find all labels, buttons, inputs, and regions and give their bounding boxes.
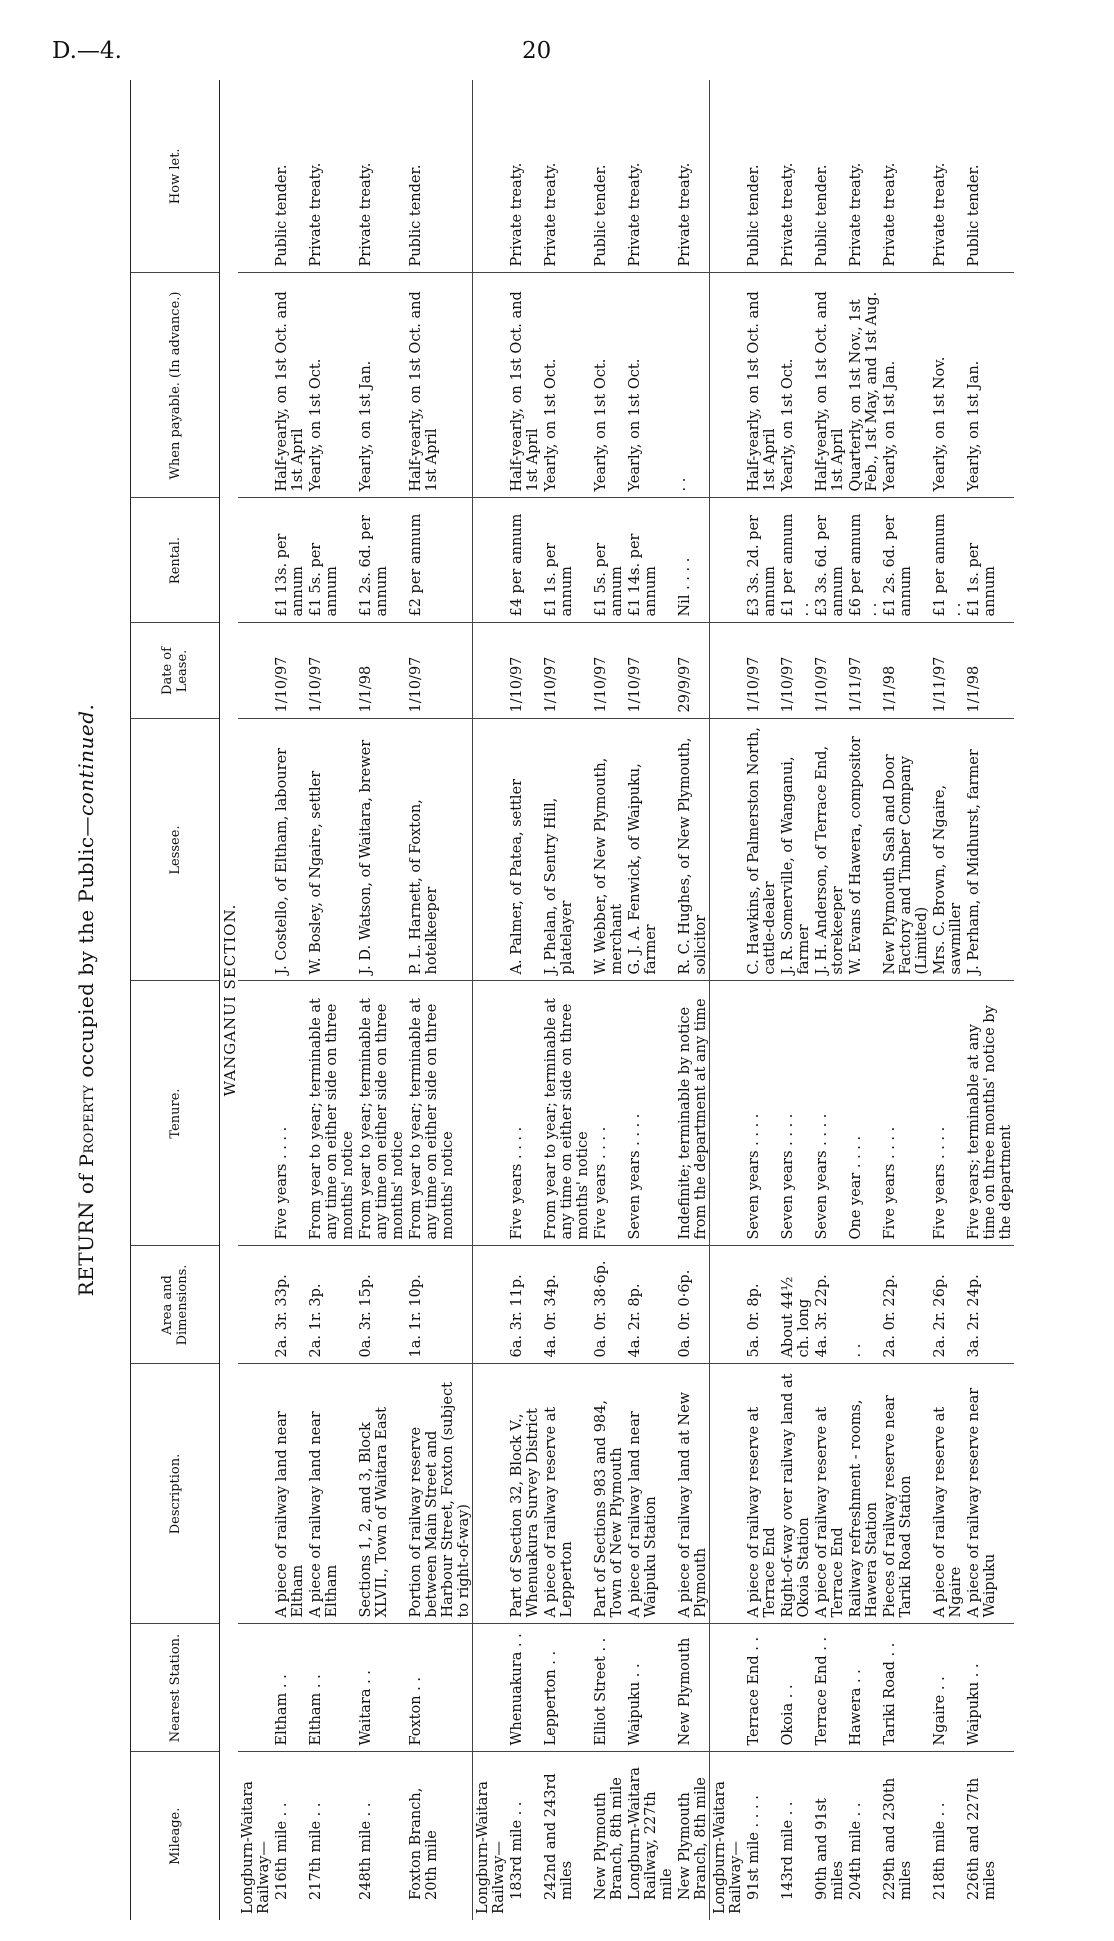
empty-cell — [710, 1246, 745, 1364]
cell-payable: Yearly, on 1st Nov. — [930, 273, 964, 498]
cell-area: 4a. 0r. 34p. — [541, 1246, 591, 1364]
cell-payable: Yearly, on 1st Oct. — [778, 273, 812, 498]
section-heading-row — [220, 80, 239, 1920]
rotated-page-content — [74, 80, 1034, 1920]
cell-lessee: J. Costello, of Eltham, labourer — [272, 719, 306, 981]
empty-cell — [473, 1364, 508, 1624]
cell-area: 5a. 0r. 8p. — [744, 1246, 778, 1364]
cell-payable: Half-yearly, on 1st Oct. and 1st April — [744, 273, 778, 498]
empty-cell — [710, 1364, 745, 1624]
cell-tenure: Five years . . . . — [507, 981, 541, 1246]
cell-payable: Yearly, on 1st Oct. — [591, 273, 625, 498]
col-date: Date of Lease. — [131, 623, 220, 719]
cell-tenure: One year . . . . — [846, 981, 880, 1246]
cell-description: A piece of railway reserve at Ngaire — [930, 1364, 964, 1624]
empty-cell — [473, 623, 508, 719]
cell-station: Ngaire . . — [930, 1624, 964, 1752]
cell-mileage: 226th and 227th miles — [966, 1777, 998, 1900]
cell-area: 4a. 2r. 8p. — [625, 1246, 675, 1364]
cell-area: 0a. 0r. 0·6p. — [675, 1246, 710, 1364]
cell-station: Terrace End . . — [744, 1624, 778, 1752]
cell-station: New Plymouth — [675, 1624, 710, 1752]
cell-payable: Yearly, on 1st Oct. — [306, 273, 356, 498]
empty-cell — [710, 80, 745, 273]
empty-cell — [238, 623, 272, 719]
cell-rental: £1 14s. per annum — [625, 498, 675, 623]
cell-station: Waipuku . . — [625, 1624, 675, 1752]
cell-howlet: Public tender. — [744, 80, 778, 273]
col-description: Description. — [131, 1364, 220, 1624]
cell-mileage: 216th mile . . — [274, 1802, 290, 1900]
empty-cell — [710, 981, 745, 1246]
cell-description: Railway refreshment - rooms, Hawera Station — [846, 1364, 880, 1624]
cell-payable: Yearly, on 1st Jan. — [964, 273, 1014, 498]
cell-mileage: 90th and 91st miles — [814, 1798, 846, 1900]
col-howlet: How let. — [131, 80, 220, 273]
cell-payable: Half-yearly, on 1st Oct. and 1st April — [507, 273, 541, 498]
col-mileage: Mileage. — [131, 1752, 220, 1920]
cell-station: Eltham . . — [272, 1624, 306, 1752]
cell-lessee: Mrs. C. Brown, of Ngaire, sawmiller — [930, 719, 964, 981]
cell-howlet: Private treaty. — [846, 80, 880, 273]
table-row — [778, 80, 812, 1920]
cell-rental: £2 per annum — [406, 498, 473, 623]
cell-rental: Nil . . . . — [675, 498, 710, 623]
cell-lessee: J. Phelan, of Sentry Hill, platelayer — [541, 719, 591, 981]
cell-area: 0a. 0r. 38·6p. — [591, 1246, 625, 1364]
cell-howlet: Private treaty. — [880, 80, 930, 273]
cell-howlet: Private treaty. — [930, 80, 964, 273]
title-middle: occupied by the Public— — [74, 815, 98, 1085]
cell-lessee: J. Perham, of Midhurst, farmer — [964, 719, 1014, 981]
cell-date: 1/11/97 — [930, 623, 964, 719]
table-row — [880, 80, 930, 1920]
cell-tenure: Seven years . . . . — [812, 981, 846, 1246]
empty-cell — [710, 498, 745, 623]
cell-rental: £1 per annum . . — [778, 498, 812, 623]
cell-description: A piece of railway reserve at Lepperton — [541, 1364, 591, 1624]
group-row — [710, 80, 745, 1920]
cell-station: Foxton . . — [406, 1624, 473, 1752]
cell-date: 1/10/97 — [272, 623, 306, 719]
cell-tenure: Five years . . . . — [930, 981, 964, 1246]
cell-howlet: Public tender. — [964, 80, 1014, 273]
empty-cell — [238, 1364, 272, 1624]
page-title — [74, 80, 118, 1920]
cell-mileage: 229th and 230th miles — [882, 1777, 914, 1900]
cell-area: 3a. 2r. 24p. — [964, 1246, 1014, 1364]
cell-rental: £1 5s. per annum — [591, 498, 625, 623]
col-tenure: Tenure. — [131, 981, 220, 1246]
cell-area: . . — [846, 1246, 880, 1364]
cell-area: About 44½ ch. long — [778, 1246, 812, 1364]
table-row — [744, 80, 778, 1920]
cell-date: 1/10/97 — [778, 623, 812, 719]
cell-payable: Yearly, on 1st Oct. — [541, 273, 591, 498]
cell-rental: £1 2s. 6d. per annum — [356, 498, 406, 623]
cell-tenure: Five years; terminable at any time on three months' notice by the department — [964, 981, 1014, 1246]
cell-payable: · · — [675, 273, 710, 498]
cell-station: Whenuakura . . — [507, 1624, 541, 1752]
document-reference: D.—4. — [52, 38, 122, 64]
cell-payable: Quarterly, on 1st Nov., 1st Feb., 1st May, and 1st Aug. — [846, 273, 880, 498]
cell-date: 1/1/98 — [964, 623, 1014, 719]
cell-description: A piece of railway land at New Plymouth — [675, 1364, 710, 1624]
page-number: 20 — [522, 38, 552, 64]
cell-description: A piece of railway land near Waipuku Station — [625, 1364, 675, 1624]
cell-lessee: C. Hawkins, of Palmerston North, cattle-dealer — [744, 719, 778, 981]
cell-station: Terrace End . . — [812, 1624, 846, 1752]
cell-lessee: J. H. Anderson, of Terrace End, storekeeper — [812, 719, 846, 981]
cell-rental: £3 3s. 6d. per annum — [812, 498, 846, 623]
cell-lessee: W. Evans of Hawera, compositor — [846, 719, 880, 981]
cell-howlet: Public tender. — [812, 80, 846, 273]
cell-station: Lepperton . . — [541, 1624, 591, 1752]
cell-rental: £1 5s. per annum — [306, 498, 356, 623]
table-row — [272, 80, 306, 1920]
cell-mileage: Foxton Branch, 20th mile — [406, 1752, 473, 1920]
table-row — [675, 80, 710, 1920]
cell-description: A piece of railway reserve at Terrace End — [812, 1364, 846, 1624]
cell-tenure: Indefinite; terminable by notice from the department at any time — [675, 981, 710, 1246]
empty-cell — [710, 1624, 745, 1752]
cell-mileage: New Plymouth Branch, 8th mile — [593, 1777, 625, 1900]
section-heading: WANGANUI SECTION. — [221, 903, 239, 1097]
cell-lessee: J. D. Watson, of Waitara, brewer — [356, 719, 406, 981]
cell-area: 2a. 0r. 22p. — [880, 1246, 930, 1364]
cell-howlet: Private treaty. — [507, 80, 541, 273]
cell-description: Part of Sections 983 and 984, Town of New Plymouth — [591, 1364, 625, 1624]
cell-date: 1/10/97 — [541, 623, 591, 719]
cell-mileage: 91st mile . . . . — [746, 1795, 762, 1900]
cell-date: 1/10/97 — [744, 623, 778, 719]
cell-payable: Half-yearly, on 1st Oct. and 1st April — [812, 273, 846, 498]
empty-cell — [710, 623, 745, 719]
cell-date: 1/1/98 — [356, 623, 406, 719]
empty-cell — [238, 80, 272, 273]
cell-description: A piece of railway land near Eltham — [272, 1364, 306, 1624]
col-rental: Rental. — [131, 498, 220, 623]
cell-tenure: From year to year; terminable at any time on either side on three months' notice — [406, 981, 473, 1246]
cell-howlet: Private treaty. — [306, 80, 356, 273]
cell-lessee: J. R. Somerville, of Wanganui, farmer — [778, 719, 812, 981]
cell-lessee: R. C. Hughes, of New Plymouth, solicitor — [675, 719, 710, 981]
cell-payable: Yearly, on 1st Jan. — [356, 273, 406, 498]
group-label: Longburn-Waitara Railway— — [712, 1781, 744, 1914]
col-payable: When payable. (In advance.) — [131, 273, 220, 498]
empty-cell — [238, 498, 272, 623]
empty-cell — [238, 719, 272, 981]
cell-description: Portion of railway reserve between Main Street and Harbour Street, Foxton (subject to right-of-way) — [406, 1364, 473, 1624]
cell-station: Eltham . . — [306, 1624, 356, 1752]
cell-lessee: W. Bosley, of Ngaire, settler — [306, 719, 356, 981]
table-row — [306, 80, 356, 1920]
cell-payable: Half-yearly, on 1st Oct. and 1st April — [406, 273, 473, 498]
group-label: Longburn-Waitara Railway— — [240, 1781, 272, 1914]
table-row — [406, 80, 473, 1920]
cell-date: 1/1/98 — [880, 623, 930, 719]
title-suffix: continued. — [74, 703, 98, 816]
empty-cell — [710, 719, 745, 981]
cell-tenure: Seven years . . . . — [625, 981, 675, 1246]
table-row — [625, 80, 675, 1920]
cell-station: Waipuku . . — [964, 1624, 1014, 1752]
empty-cell — [473, 1246, 508, 1364]
empty-cell — [238, 981, 272, 1246]
empty-cell — [473, 719, 508, 981]
cell-howlet: Private treaty. — [778, 80, 812, 273]
cell-howlet: Private treaty. — [356, 80, 406, 273]
cell-tenure: From year to year; terminable at any time on either side on three months' notice — [356, 981, 406, 1246]
cell-date: 29/9/97 — [675, 623, 710, 719]
cell-description: A piece of railway reserve near Waipuku — [964, 1364, 1014, 1624]
cell-payable: Yearly, on 1st Oct. — [625, 273, 675, 498]
empty-cell — [238, 1246, 272, 1364]
cell-mileage: 183rd mile . . — [509, 1801, 525, 1900]
table-row — [591, 80, 625, 1920]
cell-mileage: Longburn-Waitara Railway, 227th mile — [627, 1767, 675, 1900]
cell-area: 4a. 3r. 22p. — [812, 1246, 846, 1364]
cell-date: 1/10/97 — [591, 623, 625, 719]
cell-tenure: Seven years . . . . — [744, 981, 778, 1246]
cell-rental: £4 per annum — [507, 498, 541, 623]
table-row — [812, 80, 846, 1920]
cell-area: 2a. 2r. 26p. — [930, 1246, 964, 1364]
group-row — [473, 80, 508, 1920]
empty-cell — [473, 1624, 508, 1752]
cell-rental: £1 1s. per annum — [964, 498, 1014, 623]
cell-description: Right-of-way over railway land at Okoia Station — [778, 1364, 812, 1624]
cell-date: 1/11/97 — [846, 623, 880, 719]
cell-payable: Half-yearly, on 1st Oct. and 1st April — [272, 273, 306, 498]
cell-rental: £1 2s. 6d. per annum — [880, 498, 930, 623]
cell-area: 2a. 1r. 3p. — [306, 1246, 356, 1364]
cell-description: Pieces of railway reserve near Tariki Road Station — [880, 1364, 930, 1624]
cell-mileage: 242nd and 243rd miles — [543, 1773, 575, 1900]
table-row — [507, 80, 541, 1920]
table-row — [846, 80, 880, 1920]
cell-tenure: Five years . . . . — [272, 981, 306, 1246]
cell-mileage: 248th mile . . — [358, 1802, 374, 1900]
title-prefix: RETURN of — [74, 1166, 98, 1297]
cell-area: 6a. 3r. 11p. — [507, 1246, 541, 1364]
cell-rental: £1 1s. per annum — [541, 498, 591, 623]
empty-cell — [238, 273, 272, 498]
col-area: Area and Dimensions. — [131, 1246, 220, 1364]
group-row — [238, 80, 272, 1920]
cell-tenure: From year to year; terminable at any time on either side on three months' notice — [306, 981, 356, 1246]
cell-lessee: A. Palmer, of Patea, settler — [507, 719, 541, 981]
empty-cell — [710, 273, 745, 498]
cell-station: Waitara . . — [356, 1624, 406, 1752]
cell-tenure: Five years . . . . — [880, 981, 930, 1246]
cell-station: Okoia . . — [778, 1624, 812, 1752]
cell-area: 1a. 1r. 10p. — [406, 1246, 473, 1364]
table-row — [930, 80, 964, 1920]
cell-description: A piece of railway land near Eltham — [306, 1364, 356, 1624]
cell-mileage: 218th mile . . — [932, 1802, 948, 1900]
table-row — [356, 80, 406, 1920]
cell-howlet: Private treaty. — [541, 80, 591, 273]
cell-station: Elliot Street . . — [591, 1624, 625, 1752]
cell-payable: Yearly, on 1st Jan. — [880, 273, 930, 498]
cell-station: Hawera . . — [846, 1624, 880, 1752]
col-station: Nearest Station. — [131, 1624, 220, 1752]
cell-station: Tariki Road . . — [880, 1624, 930, 1752]
cell-description: A piece of railway reserve at Terrace End — [744, 1364, 778, 1624]
cell-mileage: New Plymouth Branch, 8th mile — [675, 1752, 710, 1920]
col-lessee: Lessee. — [131, 719, 220, 981]
table-row — [541, 80, 591, 1920]
cell-lessee: G. J. A. Fenwick, of Waipuku, farmer — [625, 719, 675, 981]
cell-rental: £1 per annum . . — [930, 498, 964, 623]
empty-cell — [473, 273, 508, 498]
empty-cell — [238, 1624, 272, 1752]
title-small-caps: Property — [76, 1084, 98, 1167]
table-header-row — [131, 80, 220, 1920]
group-label: Longburn-Waitara Railway— — [475, 1781, 507, 1914]
empty-cell — [473, 981, 508, 1246]
cell-howlet: Public tender. — [272, 80, 306, 273]
cell-date: 1/10/97 — [306, 623, 356, 719]
cell-tenure: Seven years . . . . — [778, 981, 812, 1246]
cell-lessee: W. Webber, of New Plymouth, merchant — [591, 719, 625, 981]
cell-lessee: New Plymouth Sash and Door Factory and Timber Company (Limited) — [880, 719, 930, 981]
cell-rental: £3 3s. 2d. per annum — [744, 498, 778, 623]
cell-tenure: From year to year; terminable at any time on either side on three months' notice — [541, 981, 591, 1246]
cell-date: 1/10/97 — [406, 623, 473, 719]
cell-tenure: Five years . . . . — [591, 981, 625, 1246]
property-table — [130, 80, 1014, 1920]
table-row — [964, 80, 1014, 1920]
cell-date: 1/10/97 — [507, 623, 541, 719]
table-body — [220, 80, 1015, 1920]
cell-lessee: P. L. Harnett, of Foxton, hotelkeeper — [406, 719, 473, 981]
cell-howlet: Private treaty. — [625, 80, 675, 273]
cell-area: 0a. 3r. 15p. — [356, 1246, 406, 1364]
cell-howlet: Private treaty. — [675, 80, 710, 273]
cell-area: 2a. 3r. 33p. — [272, 1246, 306, 1364]
empty-cell — [473, 80, 508, 273]
cell-description: Sections 1, 2, and 3, Block XLVII., Town of Waitara East — [356, 1364, 406, 1624]
cell-mileage: 217th mile . . — [308, 1802, 324, 1900]
cell-description: Part of Section 32, Block V., Whenuakura Survey District — [507, 1364, 541, 1624]
cell-howlet: Public tender. — [406, 80, 473, 273]
cell-mileage: 204th mile . . — [848, 1802, 864, 1900]
cell-rental: £6 per annum . . — [846, 498, 880, 623]
cell-rental: £1 13s. per annum — [272, 498, 306, 623]
empty-cell — [473, 498, 508, 623]
cell-date: 1/10/97 — [812, 623, 846, 719]
cell-howlet: Public tender. — [591, 80, 625, 273]
cell-date: 1/10/97 — [625, 623, 675, 719]
cell-mileage: 143rd mile . . — [780, 1801, 796, 1900]
